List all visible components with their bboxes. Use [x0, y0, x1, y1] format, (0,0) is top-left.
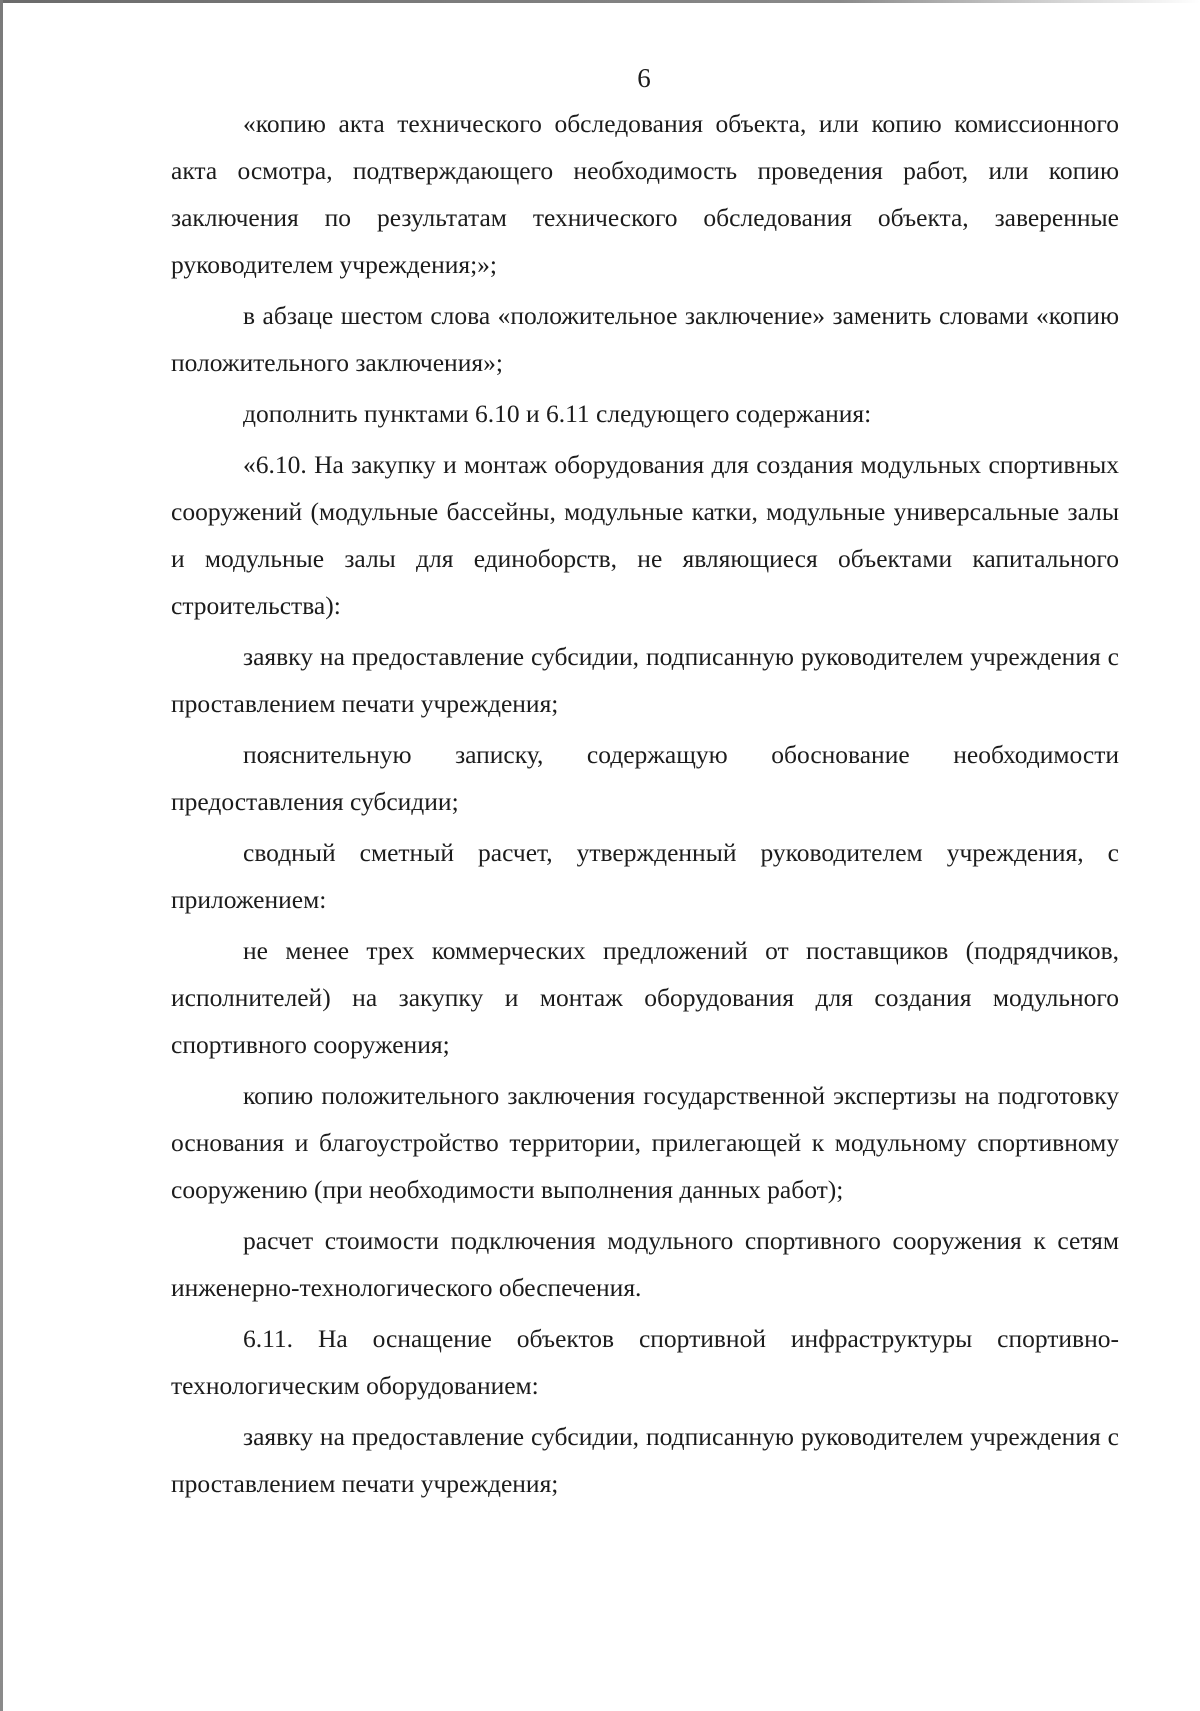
paragraph-commercial-offers: не менее трех коммерческих предложений от поставщиков (подрядчиков, исполнителей) на закупку и монтаж оборудования для создания модульного спортивного сооружения;: [171, 936, 1119, 1059]
paragraph-abzats-six: в абзаце шестом слова «положительное заключение» заменить словами «копию положительного заключения»;: [171, 301, 1119, 377]
paragraph-subsidy-request: заявку на предоставление субсидии, подписанную руководителем учреждения с проставлением печати учреждения;: [171, 642, 1119, 718]
paragraph-expert-review: копию положительного заключения государственной экспертизы на подготовку основания и благоустройство территории, прилегающей к модульному спортивному сооружению (при необходимости выполнения данных работ);: [171, 1081, 1119, 1204]
paragraph-6-11: 6.11. На оснащение объектов спортивной инфраструктуры спортивно-технологическим оборудованием:: [171, 1324, 1119, 1400]
paragraph-connection-cost: расчет стоимости подключения модульного спортивного сооружения к сетям инженерно-технологического обеспечения.: [171, 1226, 1119, 1302]
paragraph-cost-estimate: сводный сметный расчет, утвержденный руководителем учреждения, с приложением:: [171, 838, 1119, 914]
paragraph-6-10: «6.10. На закупку и монтаж оборудования для создания модульных спортивных сооружений (модульные бассейны, модульные катки, модульные универсальные залы и модульные залы для единоборств, не являющиеся объектами капитального строительства):: [171, 450, 1119, 620]
paragraph-subsidy-request-2: заявку на предоставление субсидии, подписанную руководителем учреждения с проставлением печати учреждения;: [171, 1422, 1119, 1498]
paragraph-act-copy: «копию акта технического обследования объекта, или копию комиссионного акта осмотра, подтверждающего необходимость проведения работ, или копию заключения по результатам технического обследования объекта, заверенные руководителем учреждения;»;: [171, 109, 1119, 279]
paragraph-explanatory-note: пояснительную записку, содержащую обоснование необходимости предоставления субсидии;: [171, 740, 1119, 816]
document-body: [171, 100, 1119, 1511]
page-number: 6: [637, 63, 651, 93]
paragraph-add-items: дополнить пунктами 6.10 и 6.11 следующего содержания:: [243, 399, 872, 428]
